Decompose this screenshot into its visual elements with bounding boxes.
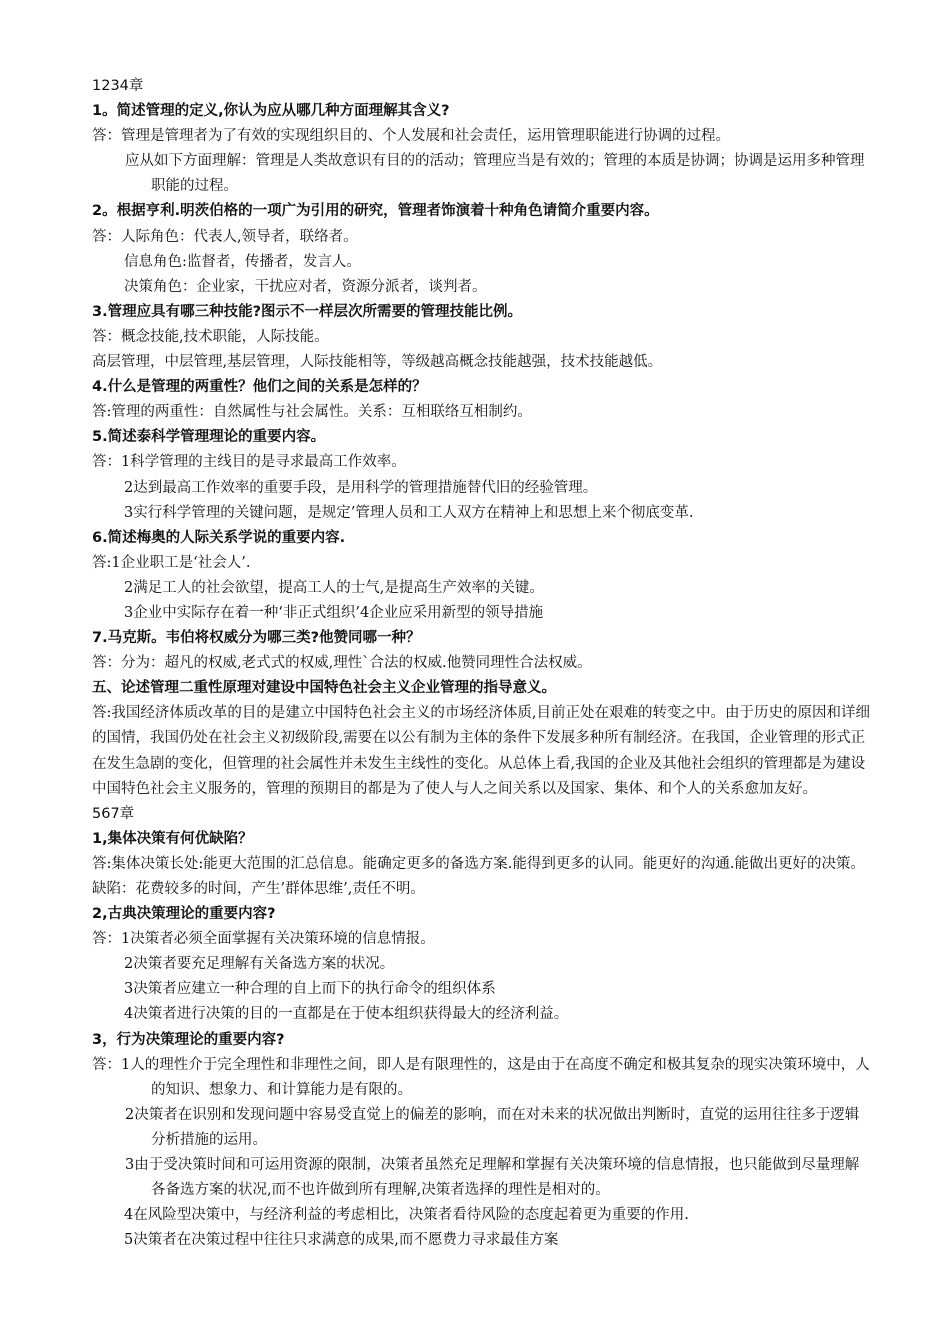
answer-text: 答：概念技能,技术职能，人际技能。 (92, 328, 329, 345)
answer-text: 3由于受决策时间和可运用资源的限制，决策者虽然充足理解和掌握有关决策环境的信息情报，也只能做到尽量理解各备选方案的状况,而不也许做到所有理解,决策者选择的理性是相对的。 (125, 1157, 860, 1199)
answer-text: 5决策者在决策过程中往往只求满意的成果,而不愿费力寻求最佳方案 (124, 1232, 559, 1249)
chapter-title: 1234章 (92, 78, 144, 94)
answer-text: 2达到最高工作效率的重要手段，是用科学的管理措施替代旧的经验管理。 (124, 479, 598, 496)
answer-text: 高层管理，中层管理,基层管理，人际技能相等，等级越高概念技能越强，技术技能越低。 (92, 354, 663, 371)
question-heading: 1,集体决策有何优缺陷？ (92, 830, 253, 847)
answer-text: 3决策者应建立一种合理的自上而下的执行命令的组织体系 (124, 981, 496, 998)
answer-paragraph: 答:我国经济体质改革的目的是建立中国特色社会主义的市场经济体质,目前正处在艰难的转变之中。由于历史的原因和详细的国情，我国仍处在社会主义初级阶段,需要在以公有制为主体的条件下发展多种所有制经济。在我国，企业管理的形式正在发生急剧的变化，但管理的社会属性并未发生主线性的变化。从总体上看,我国的企业及其他社会组织的管理都是为建设中国特色社会主义服务的，管理的预期目的都是为了使人与人之间关系以及国家、集体、和个人的关系愈加友好。 (92, 705, 870, 797)
question-heading: 3.管理应具有哪三种技能?图示不一样层次所需要的管理技能比例。 (92, 303, 523, 320)
answer-text: 答：分为：超凡的权威,老式式的权威,理性`合法的权威.他赞同理性合法权威。 (92, 655, 592, 672)
answer-text: 决策角色：企业家，干扰应对者，资源分派者，谈判者。 (124, 278, 487, 295)
answer-text: 答：1科学管理的主线目的是寻求最高工作效率。 (92, 454, 406, 471)
answer-text: 答:1企业职工是‘社会人’. (92, 554, 251, 571)
question-heading: 2。根据亨利.明茨伯格的一项广为引用的研究，管理者饰演着十种角色请简介重要内容。 (92, 203, 659, 220)
question-heading: 3，行为决策理论的重要内容? (92, 1031, 285, 1048)
answer-text: 4在风险型决策中，与经济利益的考虑相比，决策者看待风险的态度起着更为重要的作用. (124, 1207, 689, 1224)
answer-text: 2决策者在识别和发现问题中容易受直觉上的偏差的影响，而在对未来的状况做出判断时，直觉的运用往往多于逻辑分析措施的运用。 (125, 1106, 860, 1148)
question-heading: 6.简述梅奥的人际关系学说的重要内容. (92, 529, 346, 546)
answer-text: 答：1决策者必须全面掌握有关决策环境的信息情报。 (92, 931, 435, 948)
answer-text: 答：1人的理性介于完全理性和非理性之间，即人是有限理性的，这是由于在高度不确定和极其复杂的现实决策环境中，人的知识、想象力、和计算能力是有限的。 (92, 1056, 870, 1098)
answer-text: 4决策者进行决策的目的一直都是在于使本组织获得最大的经济利益。 (124, 1006, 569, 1023)
answer-text: 信息角色:监督者，传播者，发言人。 (124, 253, 361, 270)
question-heading: 1。简述管理的定义,你认为应从哪几种方面理解其含义? (92, 103, 450, 120)
question-heading: 7.马克斯。韦伯将权威分为哪三类?他赞同哪一种？ (92, 630, 421, 647)
question-heading: 4.什么是管理的两重性？他们之间的关系是怎样的？ (92, 379, 427, 396)
answer-text: 答：人际角色：代表人,领导者，联络者。 (92, 228, 358, 245)
answer-text: 2满足工人的社会欲望，提高工人的士气,是提高生产效率的关键。 (124, 579, 544, 596)
chapter-title: 567章 (92, 805, 135, 822)
question-heading: 2,古典决策理论的重要内容? (92, 906, 276, 923)
question-heading: 5.简述泰科学管理理论的重要内容。 (92, 429, 326, 446)
answer-text: 3实行科学管理的关键问题，是规定’管理人员和工人双方在精神上和思想上来个彻底变革. (124, 504, 694, 521)
answer-text: 3企业中实际存在着一种‘非正式组织’4企业应采用新型的领导措施 (124, 604, 544, 621)
question-heading: 五、论述管理二重性原理对建设中国特色社会主义企业管理的指导意义。 (92, 680, 556, 697)
answer-paragraph: 答:集体决策长处:能更大范围的汇总信息。能确定更多的备选方案.能得到更多的认同。能更好的沟通.能做出更好的决策。缺陷：花费较多的时间，产生’群体思维’,责任不明。 (92, 855, 865, 897)
answer-text: 答:管理的两重性：自然属性与社会属性。关系：互相联络互相制约。 (92, 404, 532, 421)
answer-text: 应从如下方面理解：管理是人类故意识有目的的活动；管理应当是有效的；管理的本质是协调；协调是运用多种管理职能的过程。 (125, 153, 865, 195)
answer-text: 2决策者要充足理解有关备选方案的状况。 (124, 956, 395, 973)
answer-text: 答：管理是管理者为了有效的实现组织目的、个人发展和社会责任，运用管理职能进行协调的过程。 (92, 128, 730, 145)
